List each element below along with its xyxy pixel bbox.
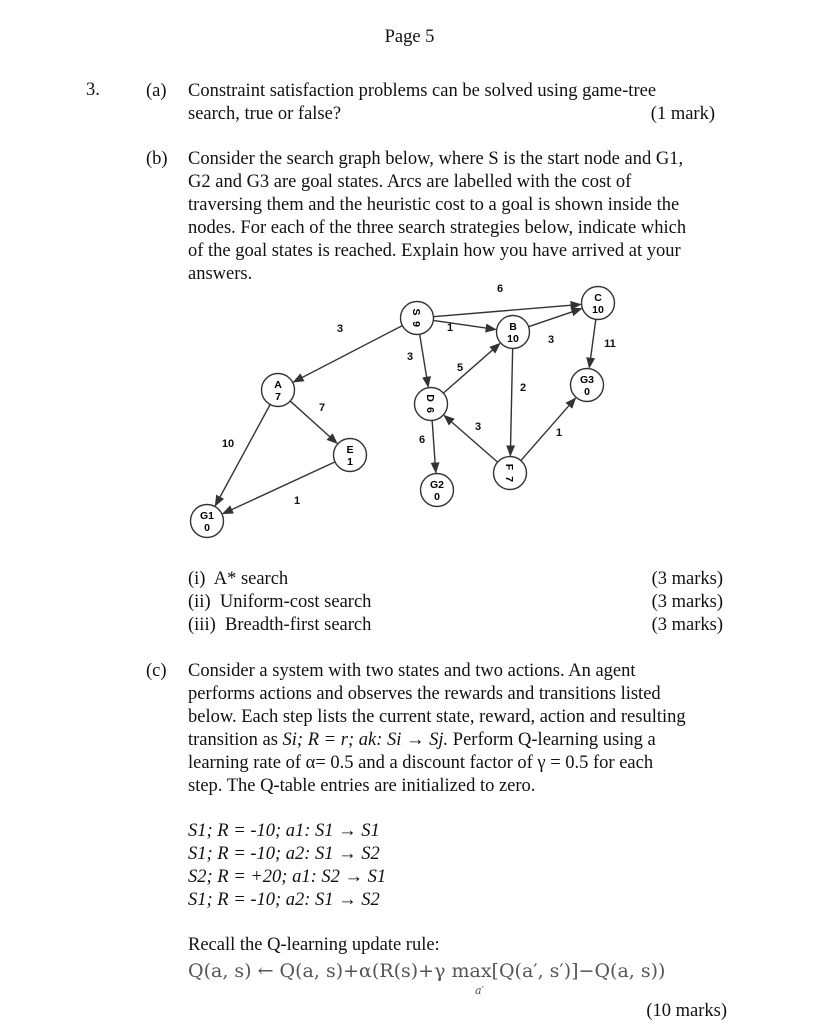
transition-step: S1; R = -10; a2: S1 → S2 [188, 844, 380, 864]
node-name: E [346, 444, 354, 456]
edge-cost-A-G1: 10 [221, 438, 235, 450]
graph-edge-A-E [290, 401, 337, 443]
node-name: S [410, 308, 422, 316]
strategy-label: (iii) [188, 615, 216, 635]
graph-node-A [262, 374, 295, 407]
strategy-name: Uniform-cost search [219, 592, 372, 612]
question-number: 3. [86, 80, 100, 100]
graph-node-C [582, 287, 615, 320]
part-b-line: Consider the search graph below, where S is the start node and G1, [188, 149, 684, 169]
part-c-line: performs actions and observes the rewards and transitions listed [188, 684, 661, 704]
node-heuristic: 7 [275, 391, 281, 403]
node-heuristic: 1 [347, 456, 353, 468]
node-heuristic: 0 [204, 522, 210, 534]
part-b-line: G2 and G3 are goal states. Arcs are labelled with the cost of [188, 172, 632, 192]
node-heuristic: 0 [434, 491, 440, 503]
part-a-label: (a) [146, 81, 167, 101]
node-name: A [274, 379, 282, 391]
graph-node-G1 [191, 505, 224, 538]
graph-node-B [497, 316, 530, 349]
graph-edge-B-F [510, 348, 512, 455]
strategy-marks: (3 marks) [651, 569, 723, 589]
graph-edge-S-C [433, 304, 580, 316]
part-c-line: learning rate of α= 0.5 and a discount factor of γ = 0.5 for each [188, 753, 654, 773]
edge-cost-D-G2: 6 [418, 434, 426, 446]
part-c-label: (c) [146, 661, 167, 681]
part-c-line: Consider a system with two states and two actions. An agent [188, 661, 636, 681]
graph-edge-S-B [433, 320, 495, 329]
q-update-rule [188, 960, 665, 982]
edge-cost-F-D: 3 [474, 421, 482, 433]
graph-node-G2 [421, 474, 454, 507]
transition-step: S1; R = -10; a1: S1 → S1 [188, 821, 380, 841]
strategy-row [188, 591, 723, 614]
part-c-line4-prefix: transition as [188, 730, 283, 750]
part-c-notation: Si; R = r; ak: Si → Sj. [282, 730, 449, 750]
node-heuristic: 7 [503, 476, 515, 482]
edge-cost-C-G3: 11 [604, 338, 616, 350]
part-c-line4-suffix: Perform Q-learning using a [448, 730, 656, 750]
edge-cost-S-A: 3 [336, 323, 344, 335]
page-header: Page 5 [384, 27, 435, 47]
strategy-marks: (3 marks) [651, 615, 723, 635]
edge-cost-E-G1: 1 [293, 495, 301, 507]
edge-cost-S-C: 6 [496, 283, 504, 295]
part-c-line: step. The Q-table entries are initialized to zero. [188, 776, 536, 796]
node-circle [401, 302, 434, 335]
graph-edge-A-G1 [215, 405, 270, 506]
node-heuristic: 0 [584, 386, 590, 398]
part-b-label: (b) [146, 149, 168, 169]
part-c-line: below. Each step lists the current state, reward, action and resulting [188, 707, 686, 727]
part-a-marks: (1 mark) [650, 104, 715, 124]
graph-edge-F-G3 [521, 398, 576, 460]
recall-text: Recall the Q-learning update rule: [188, 935, 440, 955]
graph-node-D [415, 388, 448, 421]
node-circle [415, 388, 448, 421]
strategy-label: (ii) [188, 592, 211, 612]
edge-cost-A-E: 7 [318, 402, 326, 414]
graph-edge-F-D [444, 416, 497, 463]
node-circle [494, 457, 527, 490]
node-heuristic: 10 [507, 333, 519, 345]
node-name: G1 [199, 510, 215, 522]
node-name: G2 [429, 479, 445, 491]
graph-node-F [494, 457, 527, 490]
part-b-line: nodes. For each of the three search strategies below, indicate which [188, 218, 687, 238]
part-b-line: answers. [188, 264, 253, 284]
strategy-row [188, 614, 723, 637]
edge-cost-S-D: 3 [406, 351, 414, 363]
part-a-line2: search, true or false? [188, 104, 342, 124]
part-c-marks: (10 marks) [646, 1001, 727, 1021]
part-c-line4 [188, 729, 656, 752]
graph-node-E [334, 439, 367, 472]
strategy-name: A* search [213, 569, 289, 589]
node-name: D [424, 394, 436, 402]
transition-step: S1; R = -10; a2: S1 → S2 [188, 890, 380, 910]
q-update-formula: Q(a, s) ← Q(a, s)+α(R(s)+γ max[Q(a′, s′)]−Q(a, s)) [188, 960, 666, 982]
graph-edge-S-D [420, 334, 429, 386]
graph-edge-D-G2 [432, 420, 436, 472]
node-name: B [509, 321, 517, 333]
graph-edge-D-B [443, 344, 499, 394]
strategy-name: Breadth-first search [225, 615, 372, 635]
graph-edge-E-G1 [223, 462, 335, 514]
graph-edge-B-C [529, 309, 582, 327]
part-a-line1: Constraint satisfaction problems can be solved using game-tree [188, 81, 657, 101]
transition-step: S2; R = +20; a1: S2 → S1 [188, 867, 387, 887]
node-heuristic: 6 [424, 407, 436, 413]
edge-cost-D-B: 5 [456, 362, 464, 374]
edge-cost-B-C: 3 [547, 334, 555, 346]
graph-node-S [401, 302, 434, 335]
node-name: C [594, 292, 602, 304]
node-name: G3 [579, 374, 595, 386]
strategy-label: (i) [188, 569, 206, 589]
part-b-line: traversing them and the heuristic cost to a goal is shown inside the [188, 195, 680, 215]
edge-cost-S-B: 1 [446, 322, 454, 334]
node-heuristic: 9 [410, 321, 422, 327]
node-name: F [503, 463, 515, 471]
strategy-row [188, 568, 723, 591]
node-heuristic: 10 [592, 304, 604, 316]
max-subscript: a′ [475, 984, 485, 997]
edge-cost-F-G3: 1 [555, 427, 563, 439]
strategy-marks: (3 marks) [651, 592, 723, 612]
part-b-line: of the goal states is reached. Explain how you have arrived at your [188, 241, 681, 261]
graph-node-G3 [571, 369, 604, 402]
graph-edge-C-G3 [589, 319, 595, 367]
graph-edge-S-A [294, 326, 403, 382]
edge-cost-B-F: 2 [519, 382, 527, 394]
